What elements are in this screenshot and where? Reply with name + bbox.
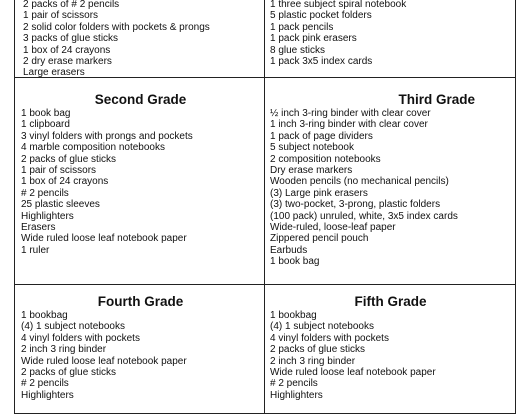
- supply-list: [270, 310, 511, 401]
- supply-item: 3 packs of glue sticks: [23, 33, 119, 45]
- supply-item: 1 pack 3x5 index cards: [270, 56, 373, 68]
- supply-item: 1 book bag: [270, 256, 320, 268]
- supply-item: Earbuds: [270, 244, 308, 256]
- supply-item: 1 ruler: [21, 244, 50, 256]
- supply-list: [23, 0, 260, 78]
- grade-section-fourth-grade: [14, 284, 265, 414]
- grade-section-fifth-grade: [264, 284, 516, 414]
- supply-item: 1 pack of page dividers: [270, 130, 373, 142]
- grade-section-third-grade: [264, 77, 516, 285]
- supply-item: # 2 pencils: [21, 187, 69, 199]
- supply-item: 1 clipboard: [21, 119, 70, 131]
- supply-item: 2 packs of glue sticks: [270, 344, 366, 356]
- supply-item: 1 box of 24 crayons: [21, 176, 109, 188]
- section-title: Second Grade: [94, 92, 187, 107]
- supply-item: 3 vinyl folders with prongs and pockets: [21, 130, 193, 142]
- supply-item: 1 box of 24 crayons: [23, 44, 111, 56]
- supply-item: ½ inch 3-ring binder with clear cover: [270, 108, 431, 119]
- supply-item: # 2 pencils: [21, 378, 69, 390]
- supply-list: [270, 108, 511, 268]
- supply-item: 4 vinyl folders with pockets: [270, 332, 389, 344]
- supply-item: Wooden pencils (no mechanical pencils): [270, 176, 449, 188]
- supply-item: Erasers: [21, 222, 56, 234]
- supply-list: [21, 108, 260, 256]
- supply-item: (4) 1 subject notebooks: [21, 321, 125, 333]
- supply-item: Highlighters: [270, 389, 323, 401]
- supply-item: 2 solid color folders with pockets & prongs: [23, 21, 210, 33]
- supply-item: Zippered pencil pouch: [270, 233, 369, 245]
- supply-item: (4) 1 subject notebooks: [270, 321, 374, 333]
- supply-item: 1 pair of scissors: [23, 10, 99, 22]
- section-title: Fifth Grade: [354, 294, 427, 309]
- supply-item: 2 inch 3 ring binder: [270, 355, 356, 367]
- supply-item: Wide-ruled, loose-leaf paper: [270, 222, 396, 234]
- grade-section-first-grade-continued: [264, 0, 516, 78]
- supply-item: 1 pack pink erasers: [270, 33, 357, 45]
- section-title: Third Grade: [398, 92, 475, 107]
- supply-item: (3) Large pink erasers: [270, 187, 368, 199]
- supply-item: Highlighters: [21, 210, 74, 222]
- section-title: Fourth Grade: [97, 294, 184, 309]
- supply-list: [270, 0, 511, 67]
- supply-item: 5 plastic pocket folders: [270, 10, 372, 22]
- supply-item: Wide ruled loose leaf notebook paper: [21, 355, 187, 367]
- supply-item: 2 packs of # 2 pencils: [23, 0, 120, 10]
- supply-item: 8 glue sticks: [270, 44, 326, 56]
- supply-item: 4 vinyl folders with pockets: [21, 332, 140, 344]
- supply-item: 1 bookbag: [21, 310, 68, 321]
- supply-item: 1 pair of scissors: [21, 165, 97, 177]
- supply-item: 5 subject notebook: [270, 142, 354, 154]
- grade-section-kindergarten-continued: [14, 0, 265, 78]
- supply-item: (3) two-pocket, 3-prong, plastic folders: [270, 199, 441, 211]
- supply-item: 2 packs of glue sticks: [21, 367, 117, 379]
- supply-item: 4 marble composition notebooks: [21, 142, 165, 154]
- supply-item: 1 inch 3-ring binder with clear cover: [270, 119, 428, 131]
- supply-item: 25 plastic sleeves: [21, 199, 100, 211]
- supply-item: 1 book bag: [21, 108, 71, 119]
- supply-item: 1 bookbag: [270, 310, 317, 321]
- supply-item: 2 inch 3 ring binder: [21, 344, 107, 356]
- supply-item: 2 packs of glue sticks: [21, 153, 117, 165]
- supply-item: # 2 pencils: [270, 378, 318, 390]
- supply-item: Wide ruled loose leaf notebook paper: [21, 233, 187, 245]
- supply-item: Highlighters: [21, 389, 74, 401]
- supply-item: (100 pack) unruled, white, 3x5 index cards: [270, 210, 458, 222]
- supply-item: 2 dry erase markers: [23, 56, 112, 68]
- supply-item: 2 composition notebooks: [270, 153, 381, 165]
- grade-section-second-grade: [14, 77, 265, 285]
- supply-list: [21, 310, 260, 401]
- supply-item: 1 pack pencils: [270, 21, 334, 33]
- supply-item: Wide ruled loose leaf notebook paper: [270, 367, 436, 379]
- supply-item: Large erasers: [23, 67, 85, 78]
- supply-item: Dry erase markers: [270, 165, 353, 177]
- supply-item: 1 three subject spiral notebook: [270, 0, 407, 10]
